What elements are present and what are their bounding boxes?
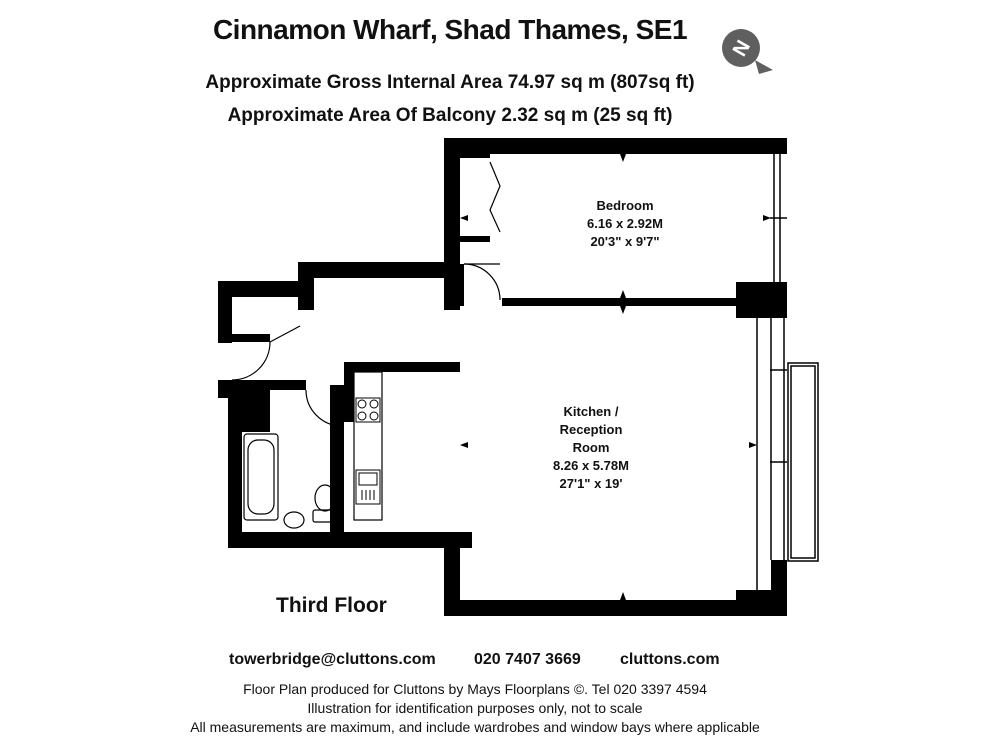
room-name-line: Kitchen / xyxy=(563,404,619,419)
wall xyxy=(460,152,490,158)
kitchen-counter xyxy=(354,372,382,520)
bath-icon xyxy=(244,434,278,520)
gross-area-text: Approximate Gross Internal Area 74.97 sq m (807sq ft) xyxy=(205,72,695,93)
wall xyxy=(736,282,787,318)
website-link[interactable]: cluttons.com xyxy=(620,651,720,668)
room-imperial: 27'1" x 19' xyxy=(559,476,623,491)
room-name-line: Room xyxy=(572,440,610,455)
wall xyxy=(771,138,787,152)
sink-icon xyxy=(356,470,380,504)
floor-label: Third Floor xyxy=(276,594,387,617)
footer-line: Floor Plan produced for Cluttons by Mays Floorplans ©. Tel 020 3397 4594 xyxy=(243,681,707,697)
wall xyxy=(242,390,270,432)
kitchen-reception-label xyxy=(516,403,666,493)
phone-link[interactable]: 020 7407 3669 xyxy=(474,651,581,668)
wall xyxy=(460,264,464,306)
room-metric: 6.16 x 2.92M xyxy=(587,216,663,231)
wall xyxy=(460,236,490,242)
wall xyxy=(218,281,314,297)
footer-line: All measurements are maximum, and include wardrobes and window bays where applicable xyxy=(190,719,760,735)
contact-bar xyxy=(0,651,1000,673)
wall xyxy=(344,362,354,422)
wall xyxy=(344,362,460,372)
page-title: Cinnamon Wharf, Shad Thames, SE1 xyxy=(212,14,688,45)
footer-notes xyxy=(0,680,950,737)
wall xyxy=(736,590,787,616)
basin-icon xyxy=(284,512,304,528)
windows xyxy=(757,152,787,592)
wall xyxy=(502,298,738,306)
walls xyxy=(218,138,787,616)
room-imperial: 20'3" x 9'7" xyxy=(590,234,660,249)
email-link[interactable]: towerbridge@cluttons.com xyxy=(229,651,436,668)
wall xyxy=(228,388,242,548)
compass-letter: N xyxy=(728,36,756,61)
balcony-area-text: Approximate Area Of Balcony 2.32 sq m (25 sq ft) xyxy=(227,105,673,126)
room-name: Bedroom xyxy=(596,198,654,213)
footer-line: Illustration for identification purposes only, not to scale xyxy=(307,700,643,716)
bedroom-label xyxy=(550,197,700,251)
wall xyxy=(298,262,460,278)
balcony xyxy=(788,363,818,561)
hob-icon xyxy=(356,398,380,422)
wall xyxy=(444,600,787,616)
wall xyxy=(444,138,460,310)
wall xyxy=(218,281,232,343)
wall xyxy=(228,532,472,548)
room-metric: 8.26 x 5.78M xyxy=(553,458,629,473)
wall xyxy=(232,334,270,342)
room-name-line: Reception xyxy=(559,422,623,437)
wall xyxy=(444,138,787,154)
